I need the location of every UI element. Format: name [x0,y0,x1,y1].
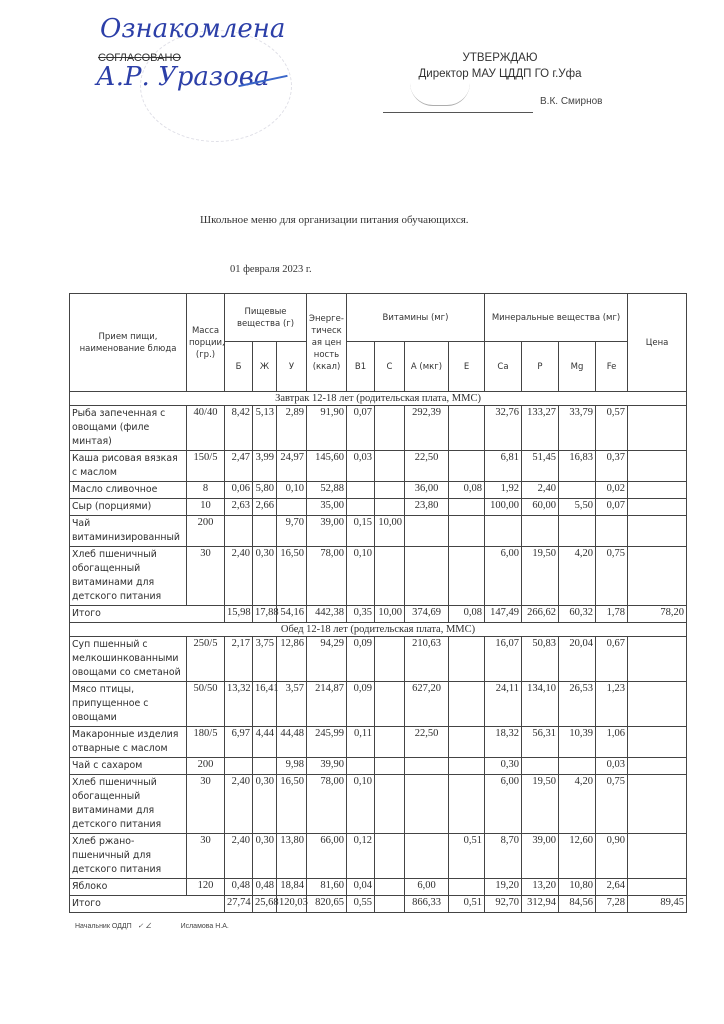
cell-price [628,547,687,606]
cell-fat: 0,48 [253,879,277,896]
cell-a: 292,39 [405,406,449,451]
cell-c [375,879,405,896]
cell-mg: 16,83 [559,451,596,482]
cell-energy: 39,00 [307,516,347,547]
header-a: A (мкг) [405,342,449,392]
total-mg: 60,32 [559,606,596,623]
total-fat: 17,88 [253,606,277,623]
cell-ca: 8,70 [485,834,522,879]
cell-b1 [347,482,375,499]
cell-fat: 0,30 [253,547,277,606]
cell-b1: 0,04 [347,879,375,896]
cell-fat: 4,44 [253,727,277,758]
dish-mass: 50/50 [187,682,225,727]
cell-b1: 0,09 [347,682,375,727]
total-e: 0,51 [449,896,485,913]
cell-price [628,499,687,516]
cell-a: 627,20 [405,682,449,727]
cell-energy: 214,87 [307,682,347,727]
section-title: Обед 12-18 лет (родительская плата, ММС) [70,623,687,637]
cell-mg: 10,39 [559,727,596,758]
cell-p: 50,83 [522,637,559,682]
cell-a: 22,50 [405,727,449,758]
cell-ca: 0,30 [485,758,522,775]
cell-c [375,406,405,451]
cell-e: 0,51 [449,834,485,879]
document-title: Школьное меню для организации питания обучающихся. [200,214,469,226]
total-c: 10,00 [375,606,405,623]
cell-price [628,451,687,482]
cell-protein [225,516,253,547]
cell-mg [559,516,596,547]
cell-p: 2,40 [522,482,559,499]
cell-carbs: 3,57 [277,682,307,727]
cell-energy: 66,00 [307,834,347,879]
cell-carbs: 24,97 [277,451,307,482]
dish-mass: 30 [187,834,225,879]
header-protein: Б [225,342,253,392]
header-mg: Mg [559,342,596,392]
table-row [70,482,687,499]
cell-b1: 0,07 [347,406,375,451]
cell-carbs [277,499,307,516]
cell-e [449,451,485,482]
cell-b1: 0,12 [347,834,375,879]
menu-body [70,392,687,913]
cell-e [449,775,485,834]
dish-mass: 120 [187,879,225,896]
cell-price [628,637,687,682]
cell-c [375,758,405,775]
cell-carbs: 16,50 [277,547,307,606]
cell-protein: 2,40 [225,834,253,879]
cell-mg: 26,53 [559,682,596,727]
total-row [70,896,687,913]
cell-b1: 0,10 [347,775,375,834]
dish-mass: 8 [187,482,225,499]
footer [75,922,229,930]
total-e: 0,08 [449,606,485,623]
cell-mg: 4,20 [559,547,596,606]
signature-line [383,112,533,113]
document-date: 01 февраля 2023 г. [230,264,312,275]
cell-a [405,775,449,834]
cell-mg: 5,50 [559,499,596,516]
cell-fe: 0,02 [596,482,628,499]
cell-a: 6,00 [405,879,449,896]
cell-a [405,516,449,547]
cell-fat: 3,75 [253,637,277,682]
cell-a: 36,00 [405,482,449,499]
cell-carbs: 9,70 [277,516,307,547]
cell-e [449,682,485,727]
dish-mass: 30 [187,775,225,834]
cell-carbs: 0,10 [277,482,307,499]
cell-fe: 0,57 [596,406,628,451]
cell-fe: 0,37 [596,451,628,482]
cell-protein: 13,32 [225,682,253,727]
dish-name: Яблоко [70,879,187,896]
cell-protein: 2,63 [225,499,253,516]
header-e: E [449,342,485,392]
cell-e [449,516,485,547]
header-vitamins: Витамины (мг) [347,294,485,342]
approval-block [380,50,620,82]
cell-b1: 0,15 [347,516,375,547]
cell-b1: 0,09 [347,637,375,682]
cell-energy: 245,99 [307,727,347,758]
cell-fe: 0,75 [596,547,628,606]
cell-c [375,482,405,499]
table-row [70,727,687,758]
cell-ca: 100,00 [485,499,522,516]
table-row [70,758,687,775]
cell-carbs: 13,80 [277,834,307,879]
cell-fat: 0,30 [253,834,277,879]
header-b1: B1 [347,342,375,392]
cell-energy: 94,29 [307,637,347,682]
cell-ca: 6,81 [485,451,522,482]
dish-mass: 30 [187,547,225,606]
cell-p [522,758,559,775]
cell-energy: 91,90 [307,406,347,451]
cell-fe: 0,07 [596,499,628,516]
total-label: Итого [70,606,225,623]
cell-fe: 0,03 [596,758,628,775]
total-p: 266,62 [522,606,559,623]
cell-carbs: 12,86 [277,637,307,682]
cell-a: 210,63 [405,637,449,682]
header-c: C [375,342,405,392]
total-energy: 820,65 [307,896,347,913]
cell-mg: 33,79 [559,406,596,451]
dish-mass: 10 [187,499,225,516]
total-energy: 442,38 [307,606,347,623]
cell-e [449,547,485,606]
cell-energy: 145,60 [307,451,347,482]
cell-p: 51,45 [522,451,559,482]
cell-a [405,758,449,775]
cell-price [628,834,687,879]
table-row [70,451,687,482]
cell-c [375,682,405,727]
cell-fat: 5,13 [253,406,277,451]
cell-carbs: 18,84 [277,879,307,896]
cell-e [449,758,485,775]
table-row [70,834,687,879]
table-row [70,879,687,896]
cell-a: 23,80 [405,499,449,516]
cell-protein: 2,40 [225,547,253,606]
cell-fe: 0,75 [596,775,628,834]
approver-position: Директор МАУ ЦДДП ГО г.Уфа [418,68,582,80]
cell-ca: 24,11 [485,682,522,727]
cell-p: 56,31 [522,727,559,758]
cell-c: 10,00 [375,516,405,547]
total-row [70,606,687,623]
total-carbs: 120,03 [277,896,307,913]
dish-mass: 200 [187,516,225,547]
cell-fe: 1,06 [596,727,628,758]
total-label: Итого [70,896,225,913]
cell-c [375,637,405,682]
cell-fat: 5,80 [253,482,277,499]
dish-mass: 250/5 [187,637,225,682]
cell-a [405,547,449,606]
cell-price [628,406,687,451]
cell-protein: 2,40 [225,775,253,834]
menu-table [69,293,687,913]
cell-energy: 78,00 [307,775,347,834]
cell-e: 0,08 [449,482,485,499]
total-mg: 84,56 [559,896,596,913]
cell-mg: 4,20 [559,775,596,834]
header-energy: Энерге-тическая ценность (ккал) [307,294,347,392]
cell-price [628,682,687,727]
section-title: Завтрак 12-18 лет (родительская плата, ММС) [70,392,687,406]
header-carbs: У [277,342,307,392]
cell-b1: 0,10 [347,547,375,606]
cell-p: 133,27 [522,406,559,451]
cell-p: 60,00 [522,499,559,516]
cell-c [375,775,405,834]
header-fat: Ж [253,342,277,392]
table-row [70,682,687,727]
cell-b1 [347,499,375,516]
cell-protein: 6,97 [225,727,253,758]
cell-p: 39,00 [522,834,559,879]
header-mass: Масса порции, (гр.) [187,294,225,392]
cell-c [375,547,405,606]
director-signature [410,83,470,106]
cell-a: 22,50 [405,451,449,482]
cell-p: 19,50 [522,547,559,606]
cell-p: 19,50 [522,775,559,834]
cell-e [449,879,485,896]
dish-name: Чай витаминизированный [70,516,187,547]
total-b1: 0,55 [347,896,375,913]
table-row [70,775,687,834]
cell-protein: 2,17 [225,637,253,682]
dish-name: Сыр (порциями) [70,499,187,516]
header-meal: Прием пищи, наименование блюда [70,294,187,392]
dish-name: Мясо птицы, припущенное с овощами [70,682,187,727]
cell-ca: 16,07 [485,637,522,682]
total-fat: 25,68 [253,896,277,913]
cell-protein: 2,47 [225,451,253,482]
dish-name: Рыба запеченная с овощами (филе минтая) [70,406,187,451]
cell-carbs: 44,48 [277,727,307,758]
cell-p [522,516,559,547]
header-minerals: Минеральные вещества (мг) [485,294,628,342]
total-protein: 15,98 [225,606,253,623]
cell-mg: 10,80 [559,879,596,896]
cell-c [375,727,405,758]
cell-carbs: 2,89 [277,406,307,451]
cell-price [628,482,687,499]
cell-price [628,775,687,834]
total-b1: 0,35 [347,606,375,623]
table-row [70,547,687,606]
cell-energy: 39,90 [307,758,347,775]
cell-fat: 2,66 [253,499,277,516]
cell-ca: 19,20 [485,879,522,896]
cell-fe: 0,67 [596,637,628,682]
total-c [375,896,405,913]
cell-fe: 2,64 [596,879,628,896]
total-protein: 27,74 [225,896,253,913]
cell-e [449,727,485,758]
dish-mass: 200 [187,758,225,775]
dish-name: Суп пшенный с мелкошинкованными овощами со сметаной [70,637,187,682]
cell-e [449,637,485,682]
total-a: 374,69 [405,606,449,623]
dish-mass: 40/40 [187,406,225,451]
cell-ca: 6,00 [485,547,522,606]
cell-ca: 32,76 [485,406,522,451]
header-price: Цена [628,294,687,392]
cell-fat: 16,41 [253,682,277,727]
cell-energy: 52,88 [307,482,347,499]
cell-ca: 6,00 [485,775,522,834]
dish-mass: 150/5 [187,451,225,482]
cell-carbs: 9,98 [277,758,307,775]
total-p: 312,94 [522,896,559,913]
header-fe: Fe [596,342,628,392]
cell-fat [253,758,277,775]
cell-fat: 0,30 [253,775,277,834]
cell-ca [485,516,522,547]
struck-approved-label: СОГЛАСОВАНО [98,52,181,64]
dish-name: Хлеб ржано-пшеничный для детского питания [70,834,187,879]
handwritten-signature-name: А.Р. Уразова [96,62,270,92]
dish-name: Хлеб пшеничный обогащенный витаминами для детского питания [70,775,187,834]
header-ca: Ca [485,342,522,392]
total-fe: 7,28 [596,896,628,913]
cell-price [628,727,687,758]
cell-ca: 18,32 [485,727,522,758]
cell-carbs: 16,50 [277,775,307,834]
cell-c [375,499,405,516]
cell-energy: 81,60 [307,879,347,896]
cell-fat: 3,99 [253,451,277,482]
header-nutrients: Пищевые вещества (г) [225,294,307,342]
approval-label: УТВЕРЖДАЮ [462,52,538,64]
cell-ca: 1,92 [485,482,522,499]
cell-price [628,516,687,547]
cell-a [405,834,449,879]
cell-protein: 0,06 [225,482,253,499]
total-a: 866,33 [405,896,449,913]
cell-b1: 0,03 [347,451,375,482]
cell-protein [225,758,253,775]
cell-c [375,451,405,482]
table-row [70,406,687,451]
total-price: 89,45 [628,896,687,913]
cell-fat [253,516,277,547]
total-price: 78,20 [628,606,687,623]
dish-mass: 180/5 [187,727,225,758]
footer-name: Исламова Н.А. [180,923,229,930]
cell-fe [596,516,628,547]
cell-mg [559,482,596,499]
handwritten-note: Ознакомлена [100,14,286,44]
cell-protein: 0,48 [225,879,253,896]
cell-b1: 0,11 [347,727,375,758]
dish-name: Чай с сахаром [70,758,187,775]
cell-energy: 35,00 [307,499,347,516]
cell-energy: 78,00 [307,547,347,606]
table-row [70,637,687,682]
table-row [70,499,687,516]
table-row [70,516,687,547]
cell-e [449,406,485,451]
cell-mg: 20,04 [559,637,596,682]
dish-name: Масло сливочное [70,482,187,499]
total-ca: 147,49 [485,606,522,623]
cell-b1 [347,758,375,775]
dish-name: Хлеб пшеничный обогащенный витаминами для детского питания [70,547,187,606]
total-ca: 92,70 [485,896,522,913]
total-carbs: 54,16 [277,606,307,623]
cell-mg [559,758,596,775]
section-header [70,392,687,406]
cell-price [628,879,687,896]
cell-p: 134,10 [522,682,559,727]
approver-name: В.К. Смирнов [540,96,603,107]
cell-p: 13,20 [522,879,559,896]
dish-name: Макаронные изделия отварные с маслом [70,727,187,758]
total-fe: 1,78 [596,606,628,623]
cell-price [628,758,687,775]
footer-signature: ✓ ∠ [133,923,152,930]
header-p: P [522,342,559,392]
section-header [70,623,687,637]
cell-protein: 8,42 [225,406,253,451]
footer-position: Начальник ОДДП [75,923,132,930]
cell-mg: 12,60 [559,834,596,879]
cell-fe: 0,90 [596,834,628,879]
cell-fe: 1,23 [596,682,628,727]
cell-e [449,499,485,516]
cell-c [375,834,405,879]
dish-name: Каша рисовая вязкая с маслом [70,451,187,482]
